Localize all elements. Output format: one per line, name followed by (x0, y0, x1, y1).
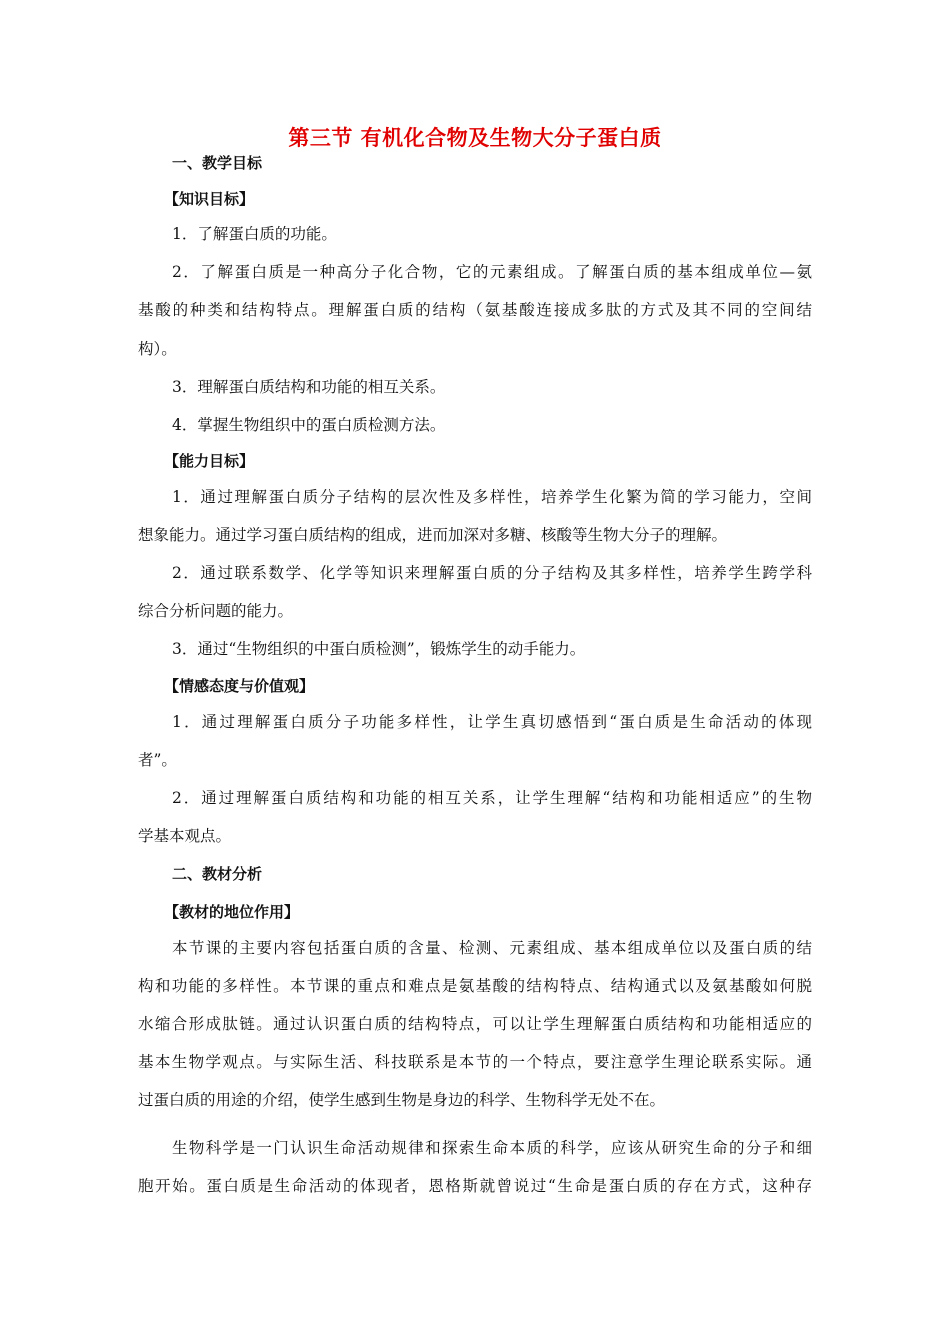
paragraph-line: 构和功能的多样性。本节课的重点和难点是氨基酸的结构特点、结构通式以及氨基酸如何脱 (138, 977, 812, 995)
paragraph-line: 2．通过联系数学、化学等知识来理解蛋白质的分子结构及其多样性，培养学生跨学科 (172, 564, 812, 582)
paragraph-line: 想象能力。通过学习蛋白质结构的组成，进而加深对多糖、核酸等生物大分子的理解。 (138, 526, 728, 544)
subheading-material-role: 【教材的地位作用】 (164, 903, 300, 921)
paragraph-line: 过蛋白质的用途的介绍，使学生感到生物是身边的科学、生物科学无处不在。 (138, 1091, 666, 1109)
paragraph-line: 水缩合形成肽链。通过认识蛋白质的结构特点，可以让学生理解蛋白质结构和功能相适应的 (138, 1015, 812, 1033)
paragraph-line: 综合分析问题的能力。 (138, 602, 294, 620)
paragraph-line: 学基本观点。 (138, 827, 232, 845)
section-heading-teaching-goals: 一、教学目标 (172, 154, 263, 172)
paragraph-line: 者”。 (138, 751, 177, 769)
paragraph-line: 本节课的主要内容包括蛋白质的含量、检测、元素组成、基本组成单位以及蛋白质的结 (172, 939, 812, 957)
paragraph-line: 1．了解蛋白质的功能。 (172, 225, 337, 243)
paragraph-line: 2．了解蛋白质是一种高分子化合物，它的元素组成。了解蛋白质的基本组成单位—氨 (172, 263, 812, 281)
paragraph-line: 3．理解蛋白质结构和功能的相互关系。 (172, 378, 446, 396)
paragraph-line: 基酸的种类和结构特点。理解蛋白质的结构（氨基酸连接成多肽的方式及其不同的空间结 (138, 301, 812, 319)
subheading-ability-goals: 【能力目标】 (164, 452, 255, 470)
paragraph-line: 1．通过理解蛋白质分子功能多样性，让学生真切感悟到“蛋白质是生命活动的体现 (172, 713, 812, 731)
paragraph-line: 4．掌握生物组织中的蛋白质检测方法。 (172, 416, 446, 434)
document-title: 第三节 有机化合物及生物大分子蛋白质 (288, 126, 662, 150)
paragraph-line: 1．通过理解蛋白质分子结构的层次性及多样性，培养学生化繁为简的学习能力，空间 (172, 488, 812, 506)
paragraph-line: 生物科学是一门认识生命活动规律和探索生命本质的科学，应该从研究生命的分子和细 (172, 1139, 812, 1157)
subheading-attitude-values: 【情感态度与价值观】 (164, 677, 315, 695)
paragraph-line: 构）。 (138, 340, 177, 358)
paragraph-line: 基本生物学观点。与实际生活、科技联系是本节的一个特点，要注意学生理论联系实际。通 (138, 1053, 812, 1071)
subheading-knowledge-goals: 【知识目标】 (164, 190, 255, 208)
paragraph-line: 3．通过“生物组织的中蛋白质检测”，锻炼学生的动手能力。 (172, 640, 586, 658)
paragraph-line: 胞开始。蛋白质是生命活动的体现者，恩格斯就曾说过“生命是蛋白质的存在方式，这种存 (138, 1177, 812, 1195)
paragraph-line: 2．通过理解蛋白质结构和功能的相互关系，让学生理解“结构和功能相适应”的生物 (172, 789, 812, 807)
section-heading-material-analysis: 二、教材分析 (172, 865, 263, 883)
